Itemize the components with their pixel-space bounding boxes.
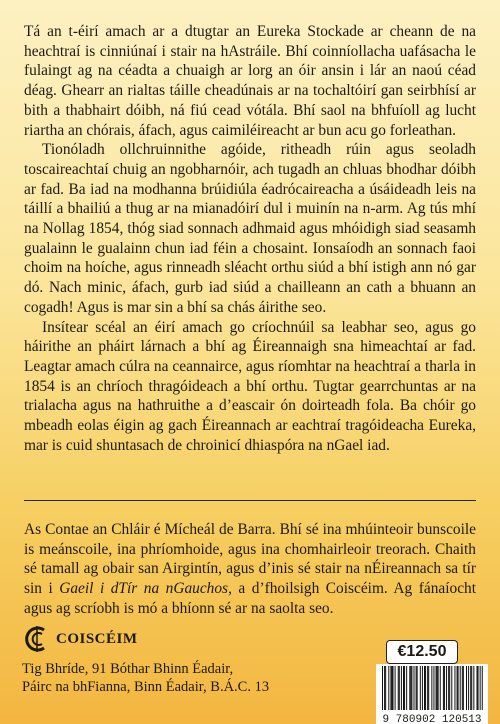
blurb-paragraph-2: Tionóladh ollchruinnithe agóide, ritheadh rúin agus seoladh toscaireachtaí chuig an ngobharnóir, ach tugadh an chluas bhodhar dóibh ar fad. Ba iad na modhanna brúidiúla éadrócaireacha a úsáideadh leis na táillí a bhailiú a thug ar na mianadóirí dul i muinín na n-arm. Ag tús mhí na Nollag 1854, thóg siad sonnach adhmaid agus mhóidigh siad seasamh gualainn le gualainn chun iad féin a chosaint. Ionsaíodh an sonnach faoi choim na hoíche, agus rinneadh sléacht orthu siúd a bhí istigh ann nó gar dó. Nach minic, áfach, gurb iad siúd a chailleann an cath a bhuann an cogadh! Agus is mar sin a bhí sa chás áirithe seo. — [24, 141, 476, 316]
blurb-paragraph-3: Insítear scéal an éirí amach go críochnúil sa leabhar seo, agus go háirithe an pháirt lárnach a bhí ag Éireannaigh sna himeachtaí ar fad. Leagtar amach cúlra na ceannairce, agus ríomhtar na heachtraí a tharla in 1854 is an chríoch thragóideach a bhí orthu. Tugtar gearrchuntas ar na trialacha agus na hathruithe a d’eascair ón doirteadh fola. Ba chóir go mbeadh eolas éigin ag gach Éireannach ar eachtraí tragóideacha Eureka, mar is cuid shuntasach de chroinicí dhiaspóra na nGael iad. — [24, 318, 476, 454]
coisceim-logo-icon — [22, 624, 52, 654]
address-line-2: Páirc na bhFianna, Binn Éadair, B.Á.C. 13 — [22, 679, 270, 695]
publisher-name: COISCÉIM — [56, 630, 138, 647]
author-bio-text — [24, 520, 476, 619]
publisher-logo-row — [22, 624, 352, 654]
section-divider — [24, 500, 476, 501]
book-blurb — [24, 22, 476, 455]
price-tag: €12.50 — [386, 640, 458, 664]
blurb-paragraph-1: Tá an t-éirí amach ar a dtugtar an Eureka Stockade ar cheann de na heachtraí is cinniúnaí i stair na hAstráile. Bhí coinníollacha uafásacha le fulaingt ag na céadta a chuaigh ar lorg an óir ansin i lár an naoú céad déag. Ghearr an rialtas táille cheadúnais ar na tochaltóirí gan seirbhísí ar bith a thabhairt dóibh, ná fiú cead vótála. Bhí saol na bhfuíoll ag lucht riartha an chórais, áfach, agus caimiléireacht ar bun acu go forleathan. — [24, 23, 476, 139]
address-line-1: Tig Bhríde, 91 Bóthar Bhinn Éadair, — [22, 661, 234, 677]
author-bio — [24, 520, 476, 619]
publisher-block — [22, 624, 352, 696]
barcode-bars — [376, 664, 488, 712]
publisher-address — [22, 660, 352, 696]
bio-text-before: As Contae an Chláir é Mícheál de Barra. Bhí sé ina mhúinteoir bunscoile is meánscoile, ina phríomhoide, agus ina chomhairleoir treorach. Chaith sé tamall ag obair san Airgintín, agus d’inis sé stair na nÉireannach sa tír sin i — [24, 521, 476, 598]
bio-text-after: , a d’fhoilsigh Coiscéim. Ag fánaíocht agus ag scríobh is mó a bhíonn sé ar na saolta seo. — [24, 580, 476, 617]
book-title-reference: Gaeil i dTír na nGauchos — [59, 580, 229, 598]
isbn-barcode — [376, 664, 488, 724]
barcode-number: 9 780902 120513 — [376, 714, 488, 724]
